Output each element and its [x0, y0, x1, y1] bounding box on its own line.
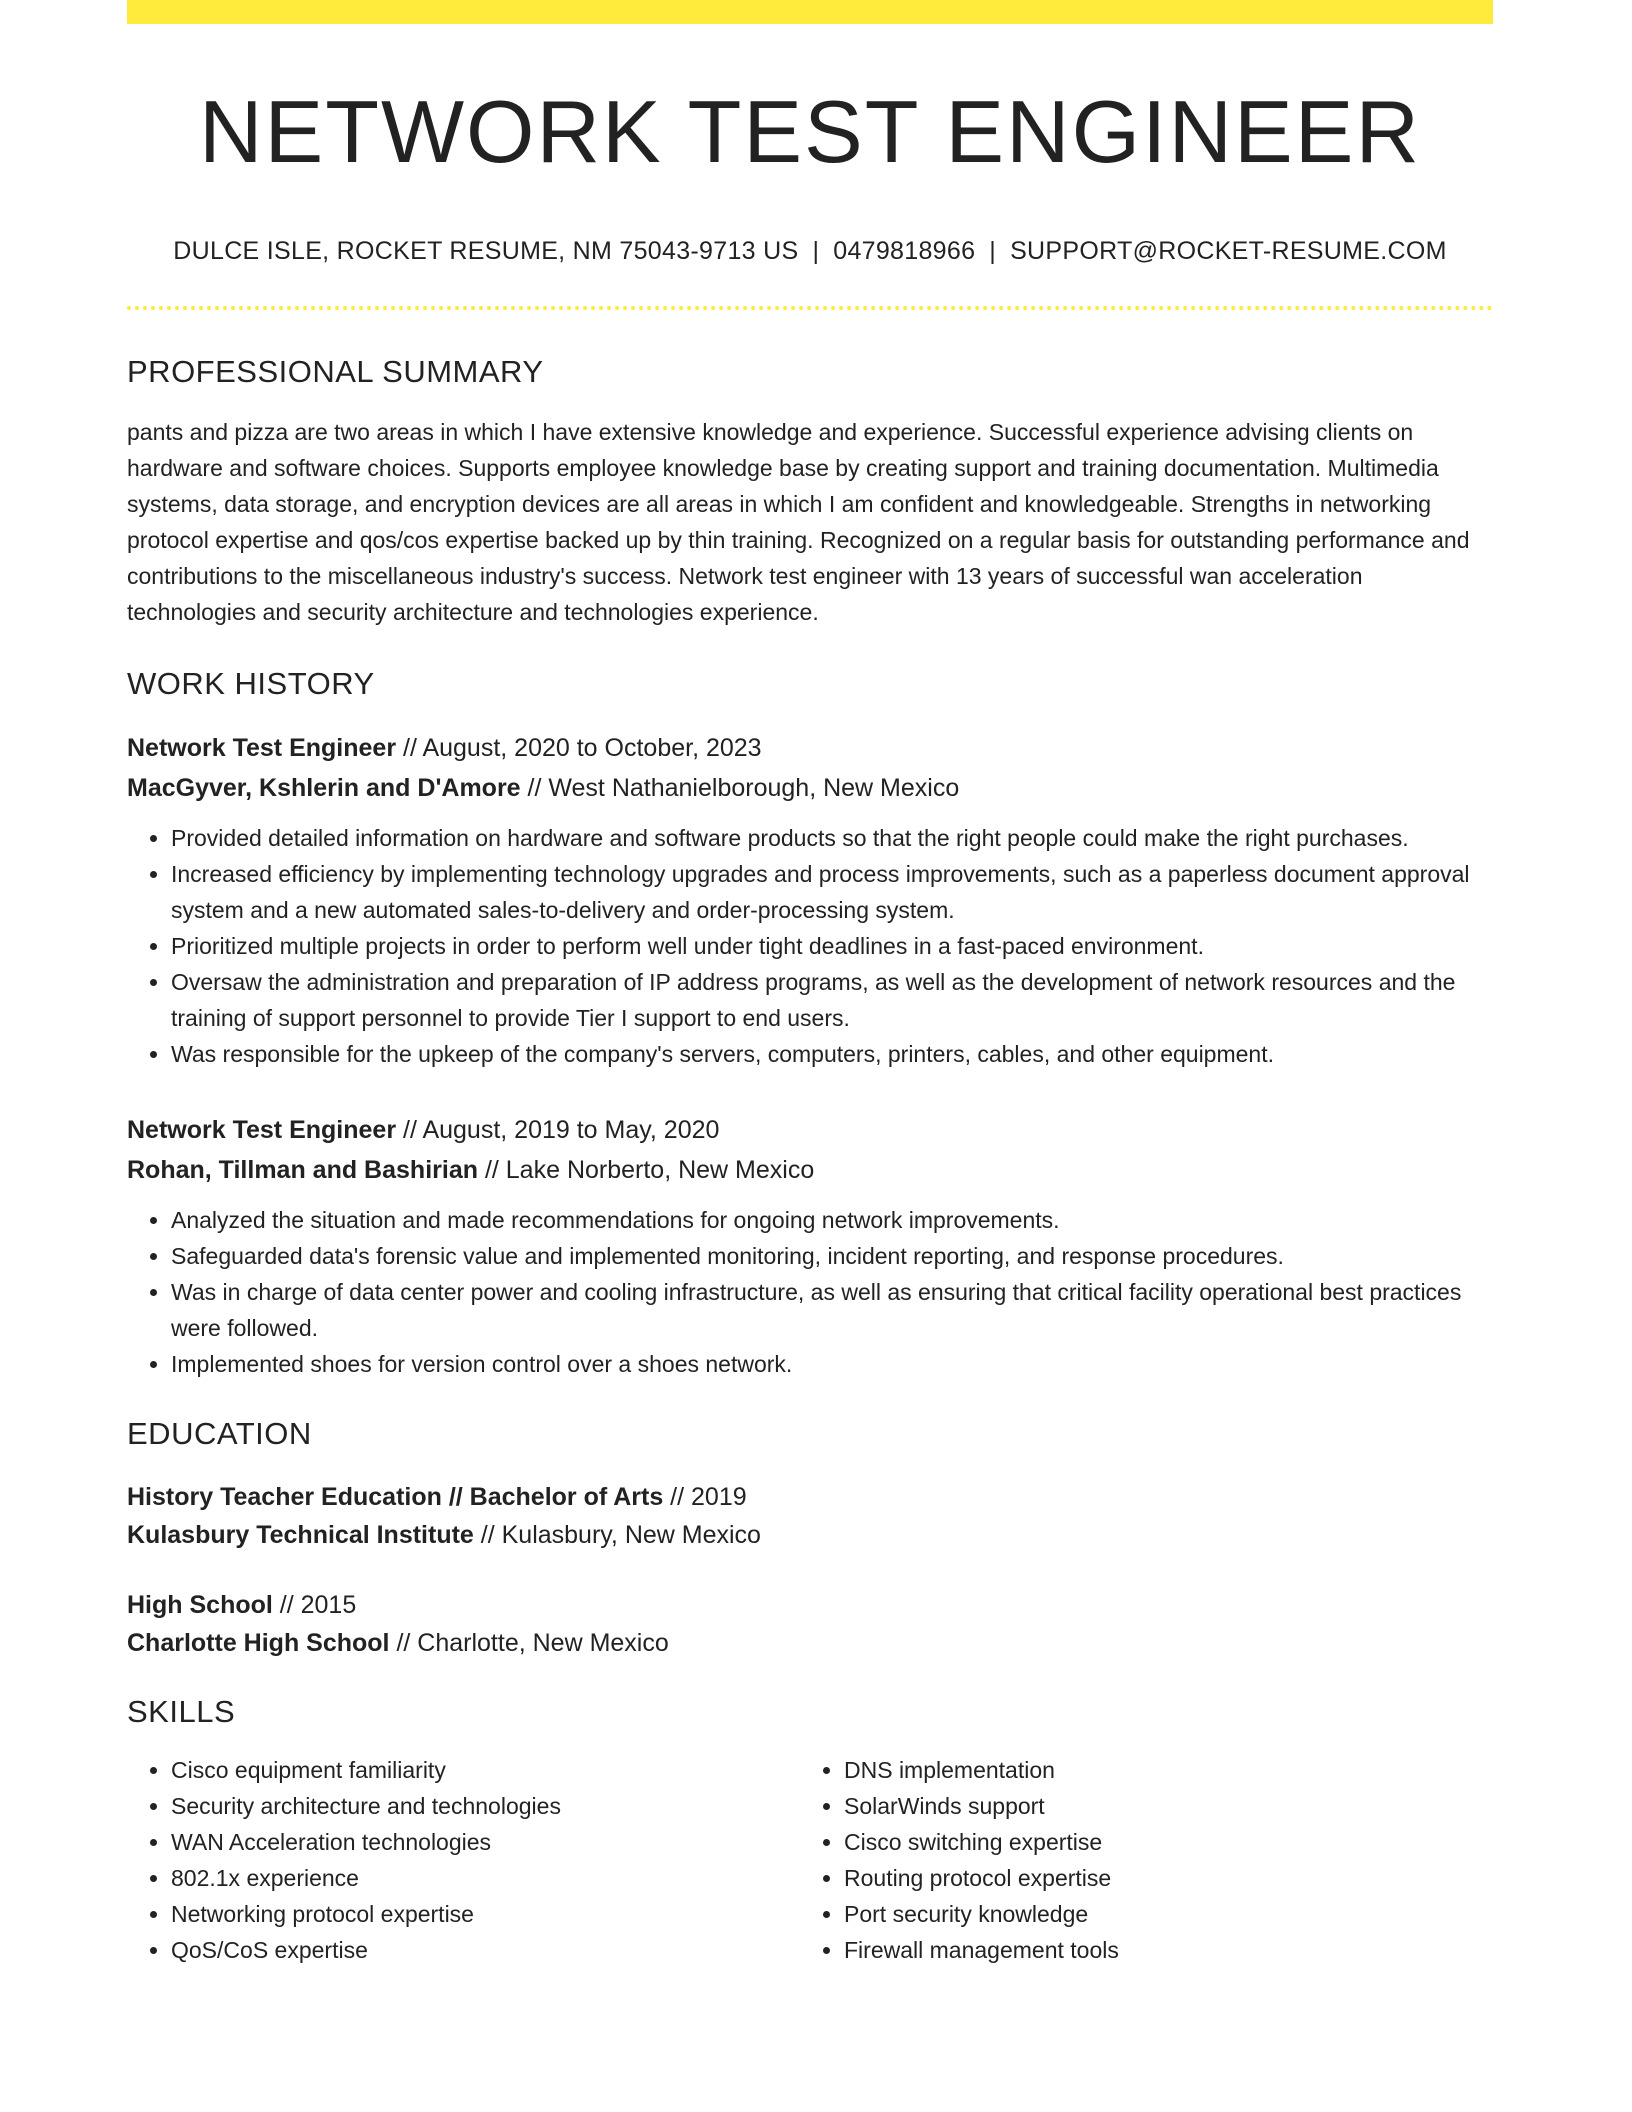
skill-item: • DNS implementation — [844, 1752, 1473, 1788]
section-heading-summary: PROFESSIONAL SUMMARY — [127, 353, 544, 389]
job-entry — [127, 1110, 1493, 1382]
phone: 0479818966 — [833, 236, 976, 265]
job-bullet: • Implemented shoes for version control over a shoes network. — [171, 1346, 1493, 1382]
skill-item: • WAN Acceleration technologies — [171, 1824, 800, 1860]
skill-item: • Port security knowledge — [844, 1896, 1473, 1932]
job-location: // Lake Norberto, New Mexico — [478, 1155, 815, 1184]
skill-item: • Networking protocol expertise — [171, 1896, 800, 1932]
education-year: // 2015 — [272, 1590, 357, 1619]
education-entry — [127, 1586, 1493, 1662]
resume-page — [127, 0, 1493, 1968]
job-bullet: • Oversaw the administration and preparation of IP address programs, as well as the development of network resources and the training of support personnel to provide Tier I support to end users. — [171, 964, 1493, 1036]
job-bullet: • Safeguarded data's forensic value and implemented monitoring, incident reporting, and response procedures. — [171, 1238, 1493, 1274]
top-accent-bar — [127, 0, 1493, 24]
job-dates: // August, 2019 to May, 2020 — [396, 1115, 720, 1144]
education-location: // Charlotte, New Mexico — [389, 1628, 669, 1657]
job-title: Network Test Engineer — [127, 1115, 397, 1144]
skill-item: • Cisco equipment familiarity — [171, 1752, 800, 1788]
job-title-line — [127, 1110, 1493, 1150]
education-degree: History Teacher Education // Bachelor of Arts — [127, 1482, 664, 1511]
job-entry — [127, 728, 1493, 1072]
resume-title: NETWORK TEST ENGINEER — [198, 82, 1421, 181]
education-school: Charlotte High School — [127, 1628, 390, 1657]
education-degree: High School — [127, 1590, 273, 1619]
skill-item: • Routing protocol expertise — [844, 1860, 1473, 1896]
job-company: Rohan, Tillman and Bashirian — [127, 1155, 478, 1184]
dotted-divider — [127, 306, 1493, 310]
contact-line — [127, 237, 1493, 266]
job-bullet: • Analyzed the situation and made recommendations for ongoing network improvements. — [171, 1202, 1493, 1238]
section-heading-work: WORK HISTORY — [127, 665, 375, 701]
education-school-line — [127, 1516, 1493, 1554]
skill-item: • Firewall management tools — [844, 1932, 1473, 1968]
skill-item: • Cisco switching expertise — [844, 1824, 1473, 1860]
job-dates: // August, 2020 to October, 2023 — [396, 733, 762, 762]
job-bullet: • Provided detailed information on hardware and software products so that the right people could make the right purchases. — [171, 820, 1493, 856]
email: SUPPORT@ROCKET-RESUME.COM — [1010, 236, 1447, 265]
separator: | — [812, 236, 820, 265]
skills-grid — [127, 1752, 1493, 1968]
job-bullet: • Prioritized multiple projects in order to perform well under tight deadlines in a fast-paced environment. — [171, 928, 1493, 964]
skills-column-left — [127, 1752, 800, 1968]
job-title-line — [127, 728, 1493, 768]
separator: | — [989, 236, 997, 265]
job-title: Network Test Engineer — [127, 733, 397, 762]
skills-column-right — [800, 1752, 1473, 1968]
job-bullet: • Increased efficiency by implementing technology upgrades and process improvements, such as a paperless document approval system and a new automated sales-to-delivery and order-processing system. — [171, 856, 1493, 928]
education-degree-line — [127, 1586, 1493, 1624]
job-company: MacGyver, Kshlerin and D'Amore — [127, 773, 521, 802]
education-school: Kulasbury Technical Institute — [127, 1520, 474, 1549]
job-bullets — [127, 1202, 1493, 1382]
summary-text: pants and pizza are two areas in which I have extensive knowledge and experience. Successful experience advising clients on hardware and software choices. Supports employee knowledge base by creating support and training documentation. Multimedia systems, data storage, and encryption devices are all areas in which I am confident and knowledgeable. Strengths in networking protocol expertise and qos/cos expertise backed up by thin training. Recognized on a regular basis for outstanding performance and contributions to the miscellaneous industry's success. Network test engineer with 13 years of successful wan acceleration technologies and security architecture and technologies experience. — [127, 418, 1470, 625]
education-year: // 2019 — [663, 1482, 747, 1511]
address: DULCE ISLE, ROCKET RESUME, NM 75043-9713 US — [173, 236, 799, 265]
section-heading-skills: SKILLS — [127, 1693, 236, 1729]
skill-item: • Security architecture and technologies — [171, 1788, 800, 1824]
education-degree-line — [127, 1478, 1493, 1516]
job-company-line — [127, 768, 1493, 808]
education-location: // Kulasbury, New Mexico — [473, 1520, 761, 1549]
skill-item: • 802.1x experience — [171, 1860, 800, 1896]
section-heading-education: EDUCATION — [127, 1415, 312, 1451]
job-bullet: • Was in charge of data center power and cooling infrastructure, as well as ensuring that critical facility operational best practices were followed. — [171, 1274, 1493, 1346]
skill-item: • SolarWinds support — [844, 1788, 1473, 1824]
skill-item: • QoS/CoS expertise — [171, 1932, 800, 1968]
education-school-line — [127, 1624, 1493, 1662]
education-entry — [127, 1478, 1493, 1554]
job-company-line — [127, 1150, 1493, 1190]
job-bullet: • Was responsible for the upkeep of the company's servers, computers, printers, cables, and other equipment. — [171, 1036, 1493, 1072]
job-bullets — [127, 820, 1493, 1072]
job-location: // West Nathanielborough, New Mexico — [520, 773, 960, 802]
